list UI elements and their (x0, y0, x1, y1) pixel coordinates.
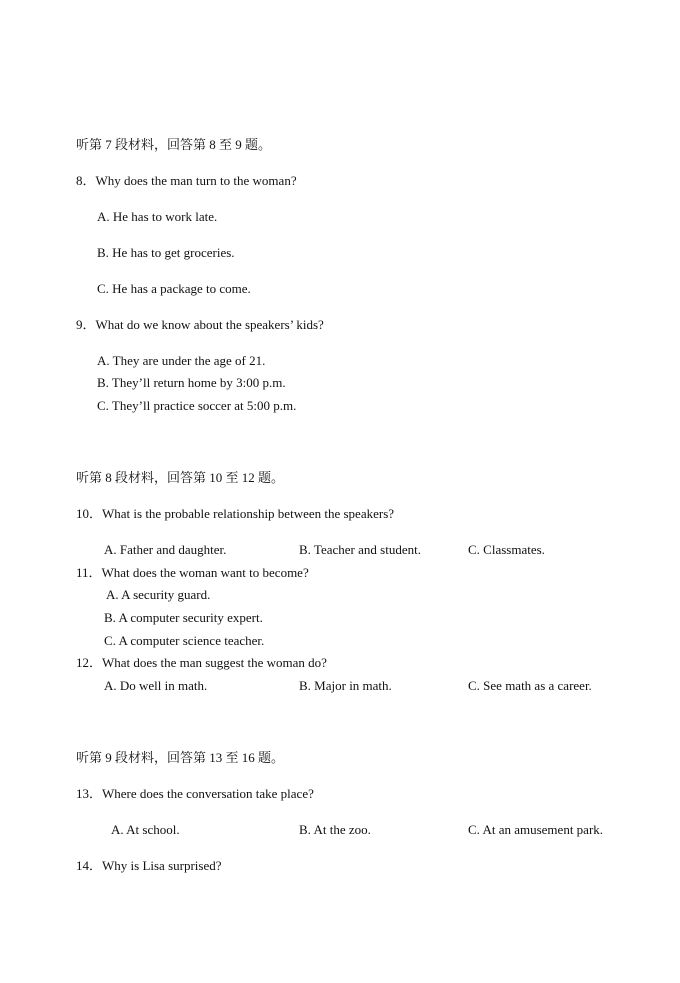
question-12: 12．What does the man suggest the woman do? (76, 655, 327, 670)
question-10-option-b: B. Teacher and student. (299, 542, 421, 557)
question-10-option-c: C. Classmates. (468, 542, 545, 557)
question-9-option-c: C. They’ll practice soccer at 5:00 p.m. (97, 398, 297, 413)
question-9: 9．What do we know about the speakers’ kids? (76, 317, 324, 332)
section-7-heading: 听第 7 段材料，回答第 8 至 9 题。 (76, 137, 272, 152)
question-11: 11．What does the woman want to become? (76, 565, 309, 580)
question-13: 13．Where does the conversation take place? (76, 786, 314, 801)
question-13-option-b: B. At the zoo. (299, 822, 371, 837)
question-10-option-a: A. Father and daughter. (104, 542, 227, 557)
question-8: 8．Why does the man turn to the woman? (76, 173, 297, 188)
question-8-option-a: A. He has to work late. (97, 209, 218, 224)
question-10: 10．What is the probable relationship between the speakers? (76, 506, 395, 521)
question-9-option-a: A. They are under the age of 21. (97, 353, 266, 368)
question-12-option-a: A. Do well in math. (104, 678, 208, 693)
question-11-option-c: C. A computer science teacher. (104, 633, 265, 648)
question-13-option-c: C. At an amusement park. (468, 822, 604, 837)
question-8-option-b: B. He has to get groceries. (97, 245, 235, 260)
question-11-option-a: A. A security guard. (106, 587, 211, 602)
question-8-option-c: C. He has a package to come. (97, 281, 251, 296)
question-12-option-b: B. Major in math. (299, 678, 392, 693)
section-9-heading: 听第 9 段材料，回答第 13 至 16 题。 (76, 750, 285, 765)
question-14: 14．Why is Lisa surprised? (76, 858, 222, 873)
question-12-option-c: C. See math as a career. (468, 678, 592, 693)
question-11-option-b: B. A computer security expert. (104, 610, 263, 625)
section-8-heading: 听第 8 段材料，回答第 10 至 12 题。 (76, 470, 285, 485)
question-13-option-a: A. At school. (111, 822, 180, 837)
question-9-option-b: B. They’ll return home by 3:00 p.m. (97, 375, 286, 390)
